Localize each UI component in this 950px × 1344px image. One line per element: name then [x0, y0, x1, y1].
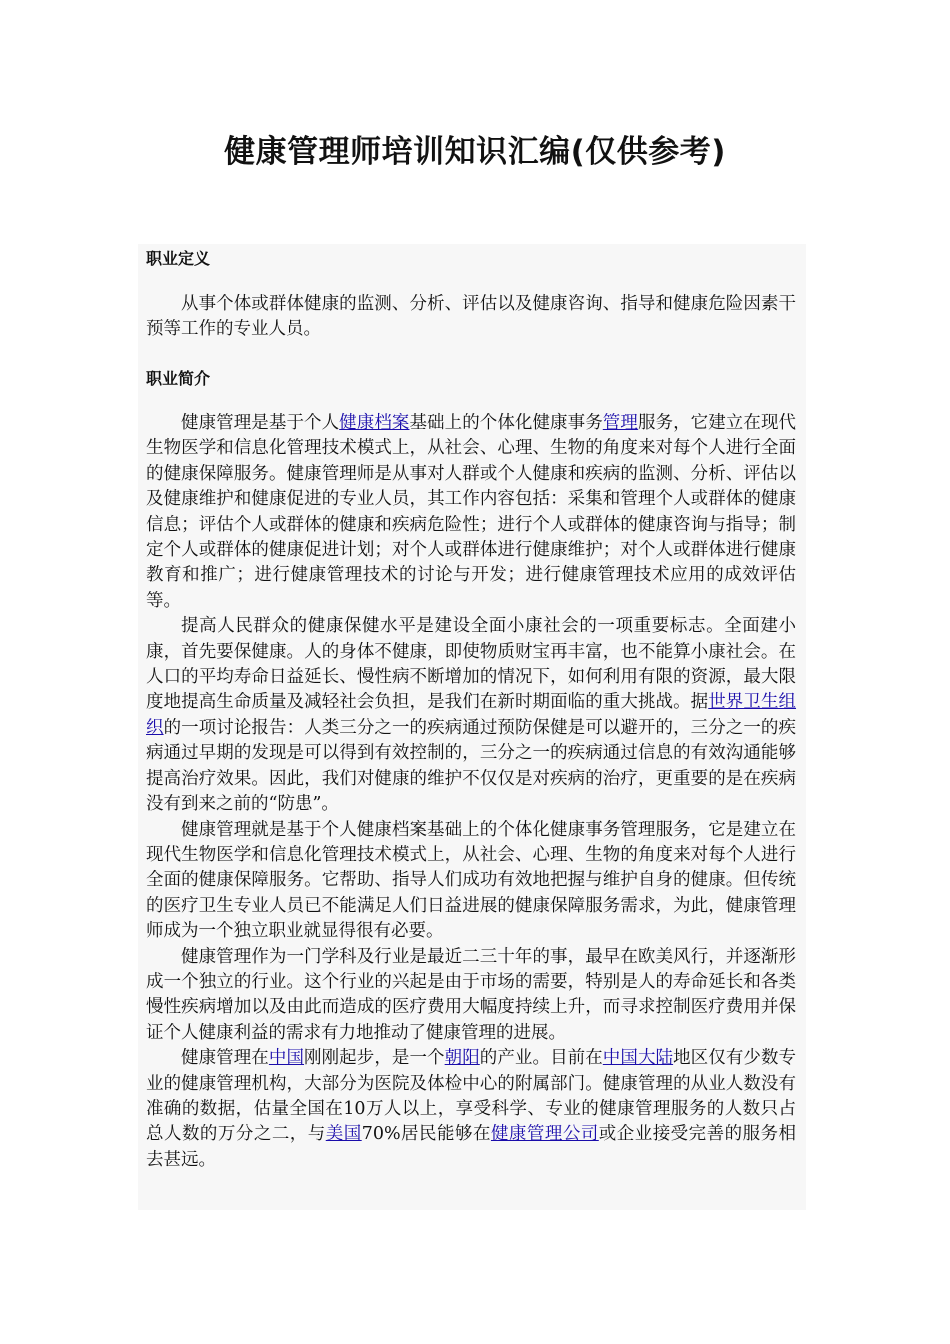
link-health-record[interactable]: 健康档案 — [339, 413, 410, 433]
text-run: 的产业。目前在 — [479, 1048, 603, 1069]
content-area — [138, 244, 806, 1210]
link-management[interactable]: 管理 — [602, 413, 638, 433]
document-title: 健康管理师培训知识汇编(仅供参考) — [224, 134, 726, 170]
text-run: 健康管理是基于个人 — [181, 413, 340, 433]
text-run: 的一项讨论报告：人类三分之一的疾病通过预防保健是可以避开的，三分之一的疾病通过早期的发现是可以得到有效控制的，三分之一的疾病通过信息的有效沟通能够提高治疗效果。因此，我们对健康的维护不仅仅是对疾病的治疗，更重要的是在疾病没有到来之前的“防患”。 — [146, 717, 797, 815]
link-mainland-china[interactable]: 中国大陆 — [602, 1048, 674, 1069]
intro-paragraph-1 — [146, 411, 796, 614]
link-who[interactable]: 世界卫生组织 — [146, 692, 797, 738]
definition-block — [146, 292, 796, 343]
link-usa[interactable]: 美国 — [325, 1124, 362, 1145]
text-run: 基础上的个体化健康事务 — [409, 413, 603, 433]
intro-paragraph-4: 健康管理作为一门学科及行业是最近二三十年的事，最早在欧美风行，并逐渐形成一个独立的行业。这个行业的兴起是由于市场的需要，特别是人的寿命延长和各类慢性疾病增加以及由此而造成的医疗费用大幅度持续上升，而寻求控制医疗费用并保证个人健康利益的需求有力地推动了健康管理的进展。 — [146, 946, 796, 1043]
definition-paragraph: 从事个体或群体健康的监测、分析、评估以及健康咨询、指导和健康危险因素干预等工作的专业人员。 — [146, 294, 796, 340]
intro-paragraph-5 — [146, 1046, 796, 1173]
text-run: 70%居民能够在 — [361, 1124, 491, 1145]
intro-paragraph-2 — [146, 614, 796, 817]
text-run: 或企业接受完善的服务相去甚远。 — [146, 1124, 797, 1170]
text-run: 刚刚起步，是一个 — [304, 1048, 445, 1069]
intro-paragraph-3: 健康管理就是基于个人健康档案基础上的个体化健康事务管理服务，它是建立在现代生物医学和信息化管理技术模式上，从社会、心理、生物的角度来对每个人进行全面的健康保障服务。它帮助、指导人们成功有效地把握与维护自身的健康。但传统的医疗卫生专业人员已不能满足人们日益进展的健康保障服务需求，为此，健康管理师成为一个独立职业就显得很有必要。 — [146, 819, 796, 942]
section-heading-definition: 职业定义 — [146, 249, 211, 268]
text-run: 健康管理在 — [181, 1048, 269, 1069]
intro-block — [146, 411, 796, 1173]
text-run: 提高人民群众的健康保健水平是建设全面小康社会的一项重要标志。全面建小康，首先要保健康。人的身体不健康，即使物质财宝再丰富，也不能算小康社会。在人口的平均寿命日益延长、慢性病不断增加的情况下，如何利用有限的资源，最大限度地提高生命质量及减轻社会负担，是我们在新时期面临的重大挑战。据 — [146, 616, 796, 713]
link-sunrise[interactable]: 朝阳 — [444, 1048, 480, 1069]
text-run: 服务，它建立在现代生物医学和信息化管理技术模式上，从社会、心理、生物的角度来对每个人进行全面的健康保障服务。健康管理师是从事对人群或个人健康和疾病的监测、分析、评估以及健康维护和健康促进的专业人员，其工作内容包括：采集和管理个人或群体的健康信息；评估个人或群体的健康和疾病危险性；进行个人或群体的健康咨询与指导；制定个人或群体的健康促进计划；对个人或群体进行健康维护；对个人或群体进行健康教育和推广；进行健康管理技术的讨论与开发；进行健康管理技术应用的成效评估等。 — [146, 413, 797, 611]
link-health-management-company[interactable]: 健康管理公司 — [490, 1124, 599, 1145]
text-run: 地区仅有少数专业的健康管理机构，大部分为医院及体检中心的附属部门。健康管理的从业人数没有准确的数据，估量全国在10万人以上，享受科学、专业的健康管理服务的人数只占总人数的万分之二，与 — [146, 1048, 797, 1145]
section-heading-intro: 职业简介 — [146, 369, 211, 388]
link-china[interactable]: 中国 — [268, 1048, 305, 1069]
